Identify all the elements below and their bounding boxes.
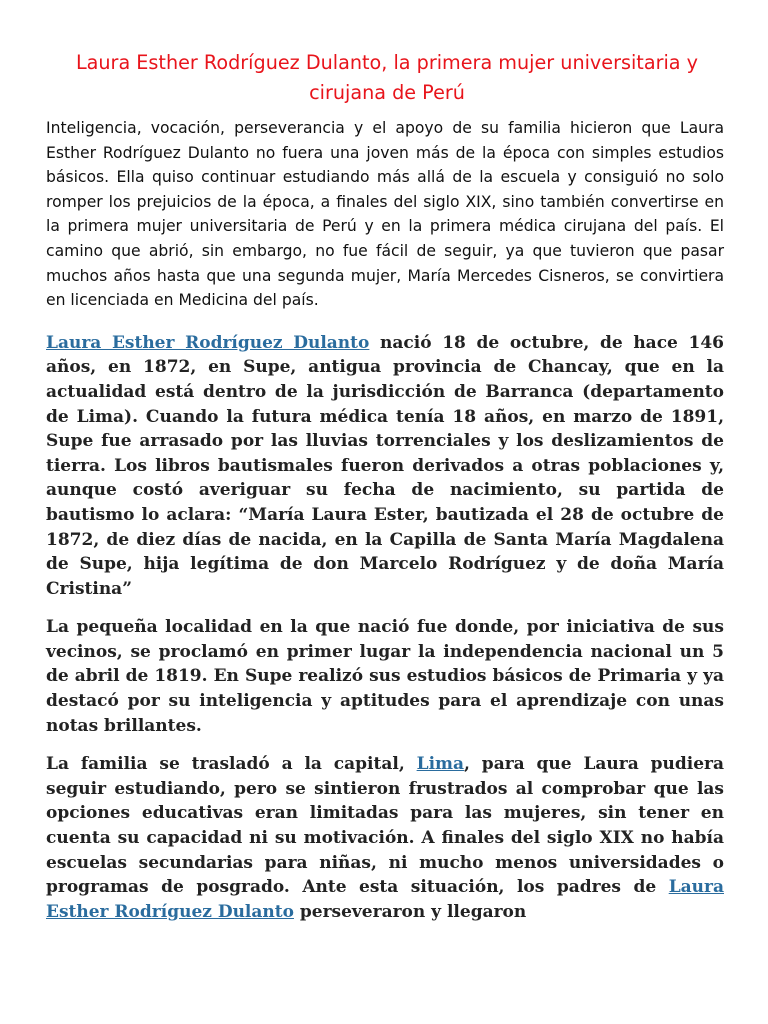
paragraph-family-text-before: La familia se trasladó a la capital, <box>46 754 417 775</box>
link-lima[interactable]: Lima <box>416 754 465 775</box>
paragraph-family <box>46 752 728 924</box>
paragraph-supe: La pequeña localidad en la que nació fue donde, por iniciativa de sus vecinos, se proclamó en primer lugar la independencia nacional un 5 de abril de 1819. En Supe realizó sus estudios básicos de Primaria y ya destacó por su inteligencia y aptitudes para el aprendizaje con unas notas brillantes. <box>46 617 724 736</box>
paragraph-birth <box>46 331 728 602</box>
intro-paragraph: Inteligencia, vocación, perseverancia y el apoyo de su familia hicieron que Laura Esther Rodríguez Dulanto no fuera una joven más de la época con simples estudios básicos. Ella quiso continuar estudiando más allá de la escuela y consiguió no solo romper los prejuicios de la época, a finales del siglo XIX, sino también convertirse en la primera mujer universitaria de Perú y en la primera médica cirujana del país. El camino que abrió, sin embargo, no fue fácil de seguir, ya que tuvieron que pasar muchos años hasta que una segunda mujer, María Mercedes Cisneros, se convirtiera en licenciada en Medicina del país. <box>46 119 724 310</box>
link-laura-esther-rodriguez-dulanto[interactable]: Laura Esther Rodríguez Dulanto <box>46 332 370 353</box>
paragraph-family-text-after: perseveraron y llegaron <box>293 901 527 922</box>
paragraph-birth-text: nació 18 de octubre, de hace 146 años, en 1872, en Supe, antigua provincia de Chancay, que en la actualidad está dentro de la jurisdicción de Barranca (departamento de Lima). Cuando la futura médica tenía 18 años, en marzo de 1891, Supe fue arrasado por las lluvias torrenciales y los deslizamientos de tierra. Los libros bautismales fueron derivados a otras poblaciones y, aunque costó averiguar su fecha de nacimiento, su partida de bautismo lo aclara: “María Laura Ester, bautizada el 28 de octubre de 1872, de diez días de nacida, en la Capilla de Santa María Magdalena de Supe, hija legítima de don Marcelo Rodríguez y de doña María Cristina” <box>46 332 724 599</box>
link-laura-esther-rodriguez-dulanto-2[interactable]: Laura Esther Rodríguez Dulanto <box>46 877 724 922</box>
article-title: Laura Esther Rodríguez Dulanto, la primera mujer universitaria y cirujana de Perú <box>75 51 699 104</box>
paragraph-family-text-middle: , para que Laura pudiera seguir estudiando, pero se sintieron frustrados al comprobar que las opciones educativas eran limitadas para las mujeres, sin tener en cuenta su capacidad ni su motivación. A finales del siglo XIX no había escuelas secundarias para niñas, ni mucho menos universidades o programas de posgrado. Ante esta situación, los padres de <box>46 754 724 898</box>
